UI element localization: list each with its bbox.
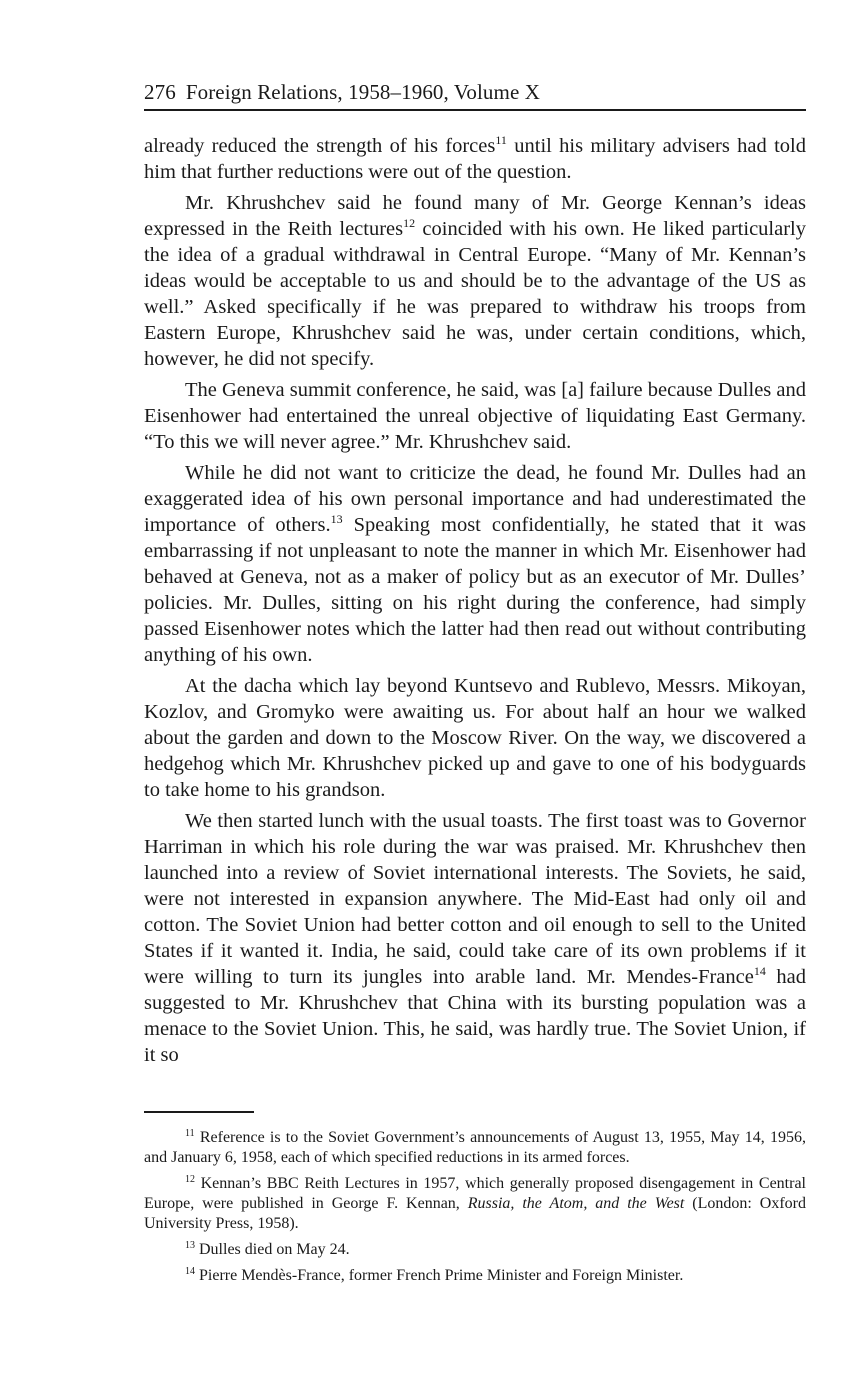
footnote-text: Pierre Mendès-France, former French Prime Minister and Foreign Minister. — [195, 1267, 684, 1284]
footnote-number: 14 — [185, 1266, 195, 1277]
paragraph-kennan-ideas — [144, 190, 806, 372]
paragraph-lunch — [144, 808, 806, 1068]
footnote-ref-11: 11 — [495, 133, 507, 147]
paragraph-dulles — [144, 460, 806, 668]
footnote-ref-12: 12 — [403, 216, 416, 230]
footnote-number: 11 — [185, 1128, 195, 1139]
text-segment: We then started lunch with the usual toasts. The first toast was to Governor Harriman in which his role during the war was praised. Mr. Khrushchev then launched into a review of Soviet international interests. The Soviets, he said, were not interested in expansion anywhere. The Mid-East had only oil and cotton. The Soviet Union had better cotton and oil enough to sell to the United States if it wanted it. India, he said, could take care of its own problems if it were willing to turn its jungles into arable land. Mr. Mendes-France — [144, 810, 806, 988]
footnote-number: 12 — [185, 1174, 195, 1185]
text-segment: While he did not want to criticize the dead, he found Mr. Dulles had an exaggerated idea of his own personal importance and had underestimated the importance of others. — [144, 462, 806, 536]
text-segment: Speaking most confidentially, he stated that it was embarrassing if not unpleasant to note the manner in which Mr. Eisenhower had behaved at Geneva, not as a maker of policy but as an executor of Mr. Dulles’ policies. Mr. Dulles, sitting on his right during the conference, had simply passed Eisenhower notes which the latter had then read out without contributing anything of his own. — [144, 514, 806, 666]
text-segment: At the dacha which lay beyond Kuntsevo and Rublevo, Messrs. Mikoyan, Kozlov, and Gromyko were awaiting us. For about half an hour we walked about the garden and down to the Moscow River. On the way, we discovered a hedgehog which Mr. Khrushchev picked up and gave to one of his bodyguards to take home to his grandson. — [144, 675, 806, 801]
text-segment: Mr. Khrushchev said he found many of Mr. George Kennan’s ideas expressed in the Reith lectures — [144, 192, 806, 240]
footnote-14 — [144, 1266, 806, 1286]
text-segment: already reduced the strength of his forces — [144, 135, 496, 157]
paragraph-continued — [144, 133, 806, 185]
text-segment: coincided with his own. He liked particularly the idea of a gradual withdrawal in Central Europe. “Many of Mr. Kennan’s ideas would be acceptable to us and should be to the advantage of the US as well.” Asked specifically if he was prepared to withdraw his troops from Eastern Europe, Khrushchev said he was, under certain conditions, which, however, he did not specify. — [144, 218, 806, 370]
footnote-text: Kennan’s BBC Reith Lectures in 1957, which generally proposed disengagement in Central Europe, were published in George F. Kennan, — [144, 1175, 806, 1212]
footnote-ref-14: 14 — [753, 964, 766, 978]
footnotes — [144, 1128, 806, 1292]
page-number: 276 — [144, 80, 176, 104]
document-page — [144, 78, 806, 1073]
footnote-11 — [144, 1128, 806, 1168]
text-segment: had suggested to Mr. Khrushchev that China with its bursting population was a menace to the Soviet Union. This, he said, was hardly true. The Soviet Union, if it so — [144, 966, 806, 1066]
paragraph-dacha — [144, 673, 806, 803]
paragraph-geneva-summit — [144, 377, 806, 455]
body-text — [144, 133, 806, 1068]
footnote-divider — [144, 1111, 254, 1113]
running-head — [144, 78, 806, 111]
book-title: Russia, the Atom, and the West — [467, 1195, 685, 1212]
volume-title: Foreign Relations, 1958–1960, Volume X — [185, 80, 540, 104]
footnote-13 — [144, 1240, 806, 1260]
footnote-ref-13: 13 — [330, 512, 343, 526]
footnote-text: Reference is to the Soviet Government’s announcements of August 13, 1955, May 14, 1956, and January 6, 1958, each of which specified reductions in its armed forces. — [144, 1129, 806, 1166]
footnote-number: 13 — [185, 1240, 195, 1251]
footnote-text: (London: Oxford University Press, 1958). — [144, 1195, 806, 1232]
footnote-text: Dulles died on May 24. — [195, 1241, 350, 1258]
text-segment: The Geneva summit conference, he said, was [a] failure because Dulles and Eisenhower had entertained the unreal objective of liquidating East Germany. “To this we will never agree.” Mr. Khrushchev said. — [144, 379, 806, 453]
footnote-12 — [144, 1174, 806, 1234]
text-segment: until his military advisers had told him that further reductions were out of the question. — [144, 135, 806, 183]
